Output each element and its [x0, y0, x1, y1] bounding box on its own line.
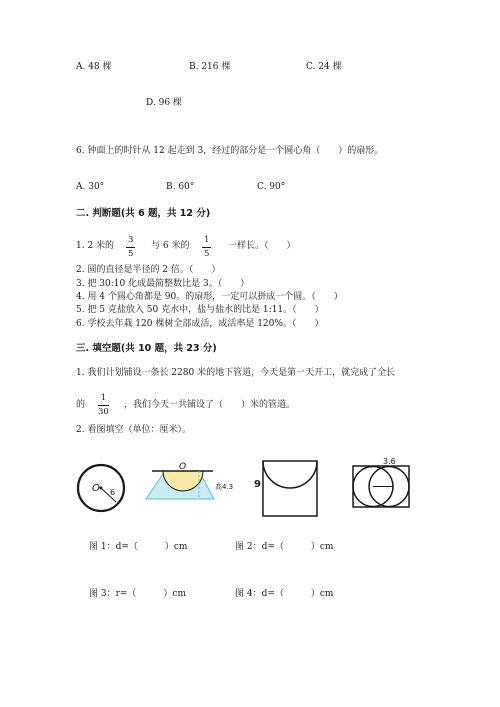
section-3-heading: 三. 填空题(共 10 题，共 23 分)	[76, 343, 217, 354]
option-b: B. 216 棵	[189, 62, 231, 72]
fill-figure-4: 图 4：d=（ ）cm	[235, 589, 334, 599]
fraction-numerator: 1	[100, 393, 107, 403]
figure-4-rectangle	[353, 457, 409, 507]
height-label: 高4.3	[215, 483, 234, 491]
fill-q2: 2. 看图填空（单位：厘米）。	[76, 425, 191, 435]
q6-option-c: C. 90°	[257, 182, 286, 192]
center-label: O	[92, 483, 100, 494]
section-2-heading: 二. 判断题(共 6 题，共 12 分)	[76, 208, 211, 219]
judge-item-5: 5. 把 5 克盐放入 50 克水中，盐与盐水的比是 1:11。（ ）	[76, 305, 324, 315]
fraction-numerator: 3	[128, 235, 134, 245]
option-d: D. 96 棵	[146, 98, 182, 108]
fill-q1-line1: 1. 我们计划铺设一条长 2280 米的地下管道，今天是第一天开工，就完成了全长	[76, 368, 396, 378]
judge-q1-suffix: 一样长。（ ）	[228, 241, 296, 251]
figure-3-square	[254, 461, 317, 516]
top-label: 3.6	[383, 457, 396, 466]
judge-item-2: 2. 圆的直径是半径的 2 倍。（ ）	[76, 265, 221, 275]
fill-figure-2: 图 2：d=（ ）cm	[235, 542, 334, 552]
side-label: 9	[254, 479, 261, 490]
judge-q1-prefix: 1. 2 米的	[76, 241, 115, 251]
fill-figure-3: 图 3：r=（ ）cm	[89, 589, 187, 599]
judge-item-4: 4. 用 4 个圆心角都是 90。的扇形，一定可以拼成一个圆。（ ）	[76, 292, 343, 302]
radius-label: 6	[110, 488, 116, 497]
fraction-denominator: 30	[98, 406, 109, 417]
fill-q1-line2-suffix: ，我们今天一共铺设了（ ）米的管道。	[124, 400, 296, 410]
fill-figure-1: 图 1：d=（ ）cm	[89, 542, 188, 552]
question-6-stem: 6. 钟面上的时针从 12 起走到 3，经过的部分是一个圆心角（ ）的扇形。	[76, 146, 384, 156]
fill-q1-line2-prefix: 的	[76, 400, 86, 410]
fraction-denominator: 5	[204, 248, 210, 259]
q6-option-a: A. 30°	[76, 182, 105, 192]
judge-q1-mid: 与 6 米的	[151, 241, 190, 251]
center-dot	[100, 487, 103, 490]
q6-option-b: B. 60°	[166, 182, 195, 192]
center-label: O	[179, 462, 187, 472]
option-a: A. 48 棵	[76, 62, 112, 72]
fraction-denominator: 5	[128, 248, 134, 259]
judge-item-6: 6. 学校去年栽 120 棵树全部成活，成活率是 120%。（ ）	[76, 319, 324, 329]
fraction-numerator: 1	[204, 235, 210, 245]
option-c: C. 24 棵	[306, 62, 342, 72]
judge-item-3: 3. 把 30:10 化成最简整数比是 3。（ ）	[76, 279, 250, 289]
figure-2-trapezoid	[146, 462, 233, 499]
semicircle-arc	[263, 461, 317, 488]
figure-1-circle	[78, 465, 124, 511]
